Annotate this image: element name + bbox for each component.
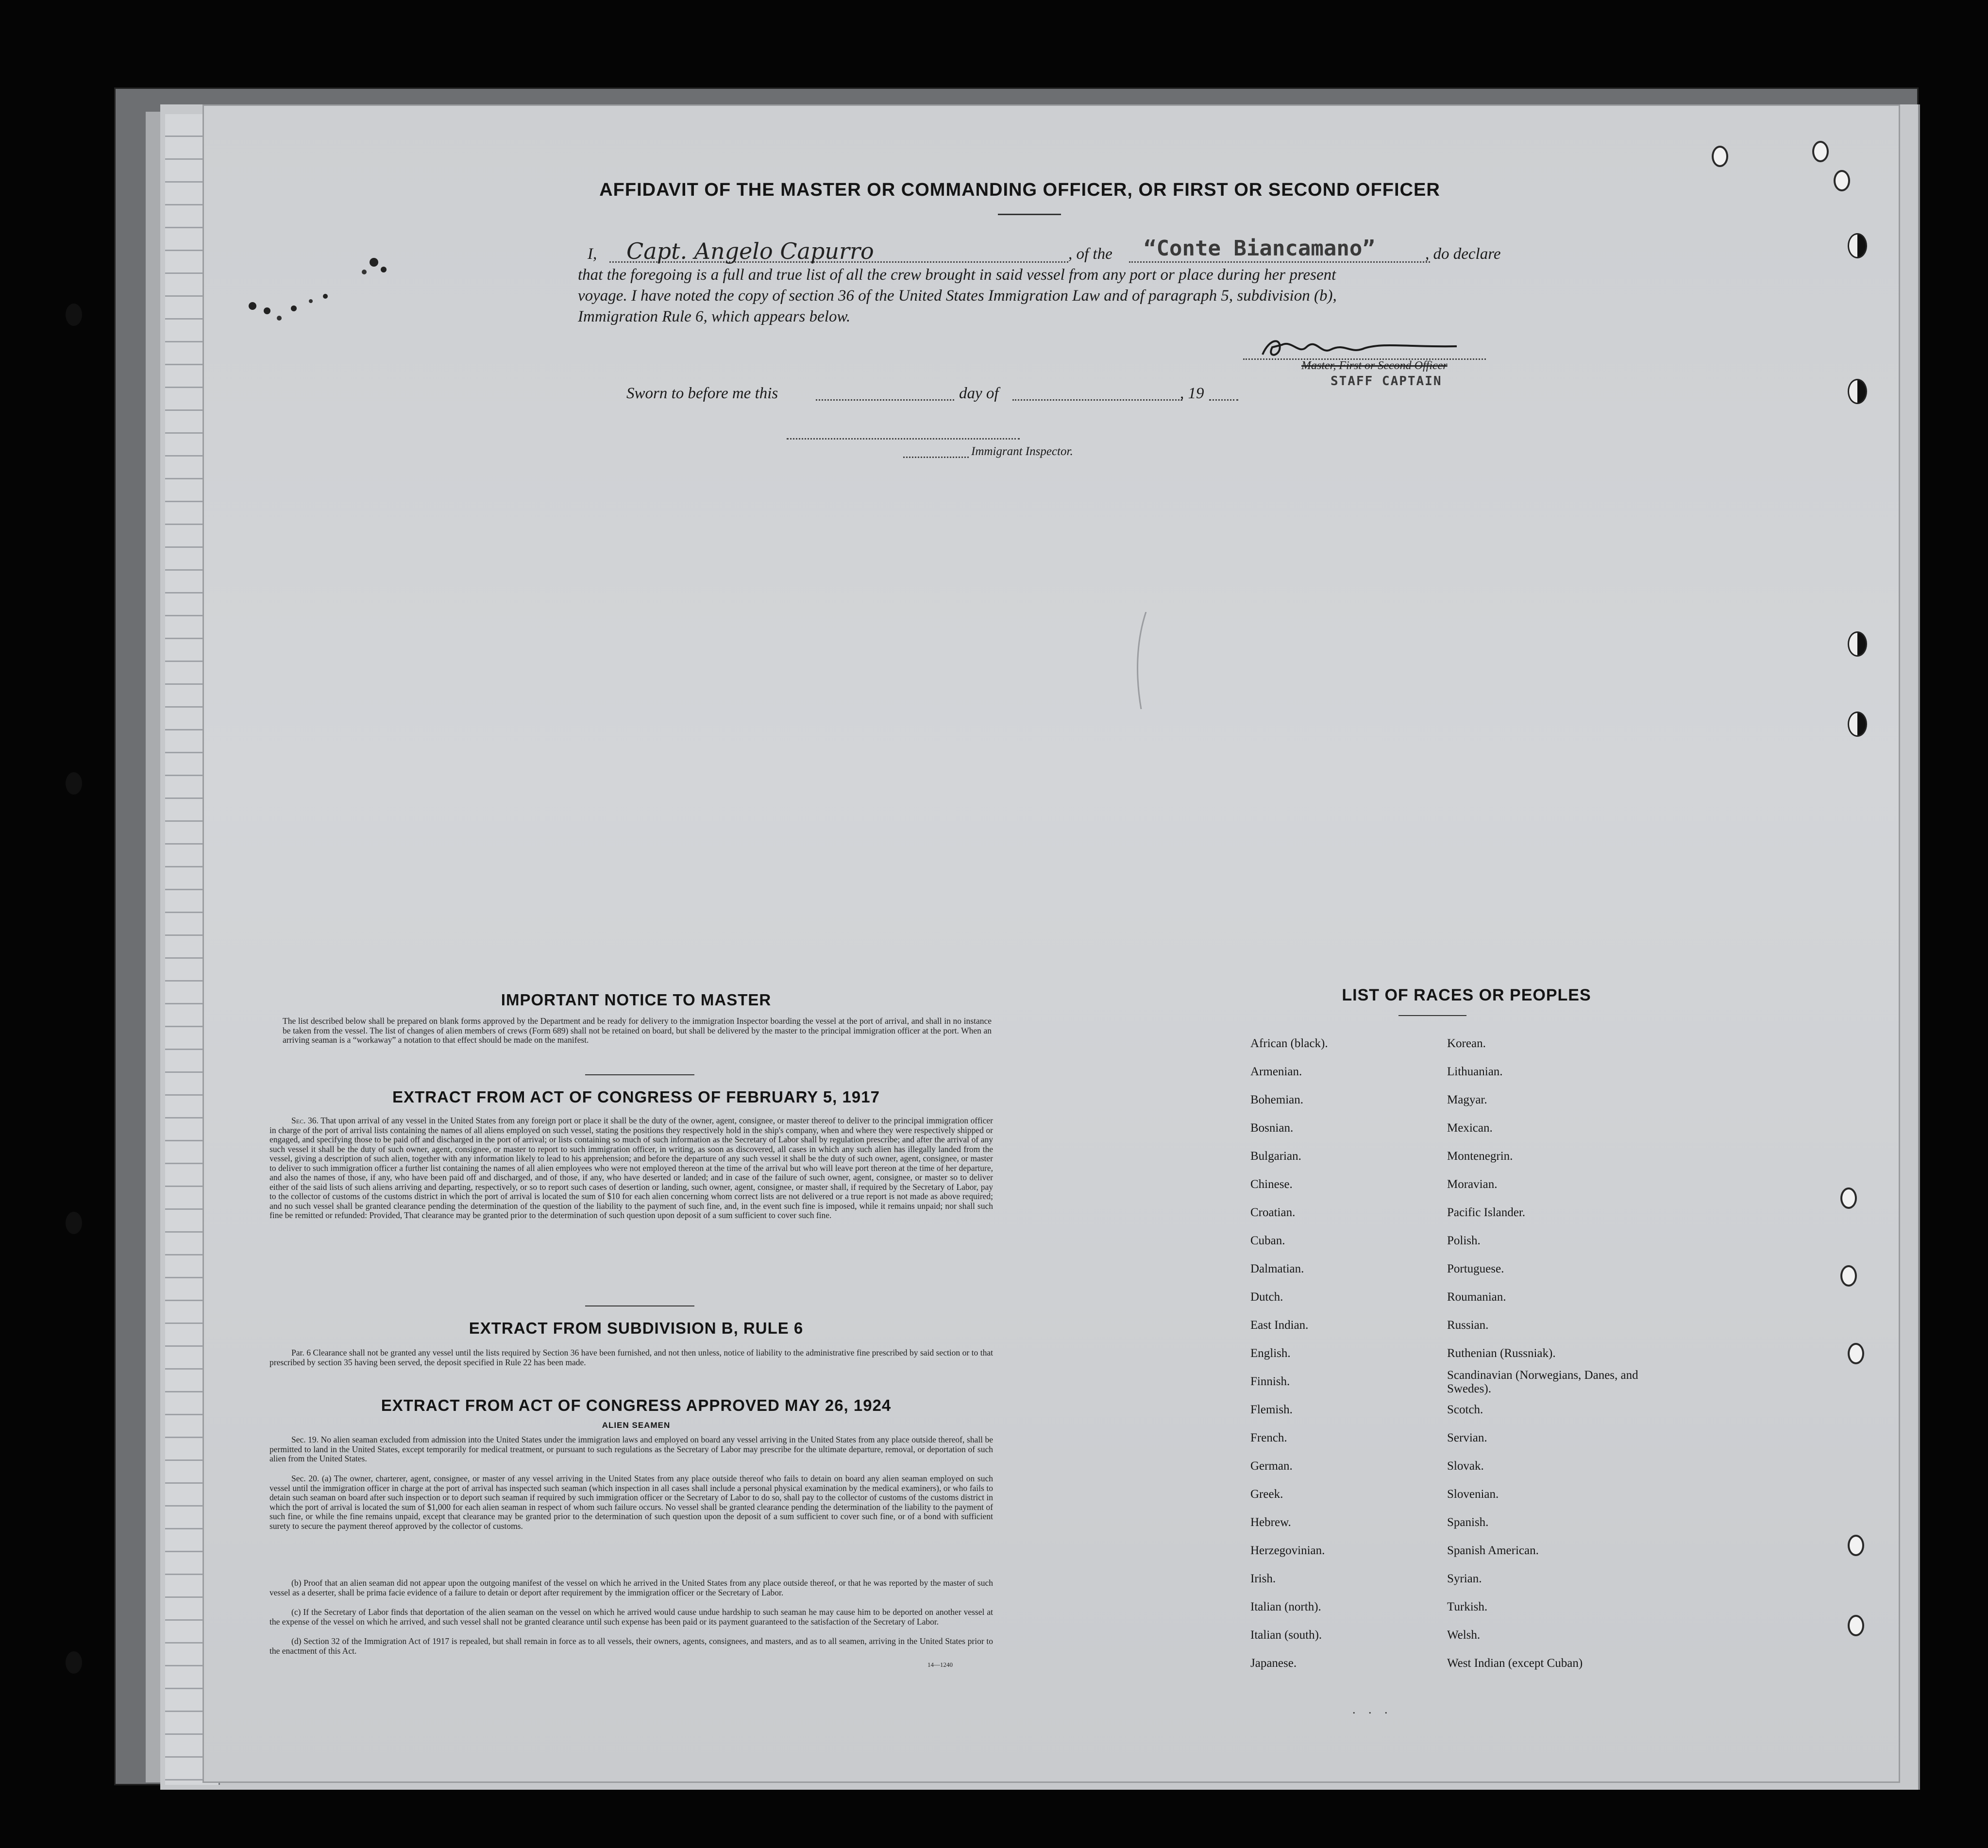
section-36-lead: Sec. 36.: [291, 1116, 319, 1125]
race-item: Greek.: [1250, 1488, 1283, 1501]
binder-hole: [66, 304, 82, 326]
title-rule: [998, 214, 1061, 215]
binder-hole: [66, 772, 82, 795]
extract-1917-body: [270, 1116, 993, 1221]
extract-rule6-body: Par. 6 Clearance shall not be granted any vessel until the lists required by Section 36 have been furnished, and not then unless, notice of liability to the administrative fine prescribed by said section or to that prescribed by section 35 having been served, the deposit specified in Rule 22 has been made.: [270, 1348, 993, 1367]
divider: [585, 1074, 694, 1075]
sec-20b-text: (b) Proof that an alien seaman did not appear upon the outgoing manifest of the vessel on which he arrived in the United States from any place outside thereof, or that he was reported by the master of such vessel as a deserter, shall be prima facie evidence of a failure to detain or deport after requirement by the immigration officer or the Secretary of Labor.: [270, 1578, 993, 1597]
sworn-day-blank: [816, 399, 954, 401]
punch-hole: [1848, 712, 1867, 737]
punch-hole: [1848, 631, 1867, 657]
punch-hole: [1848, 233, 1867, 258]
race-item: Servian.: [1447, 1431, 1487, 1444]
punch-hole: [1848, 379, 1867, 404]
punch-hole: [1712, 146, 1728, 167]
paper-crease: [1131, 612, 1151, 709]
race-item: Irish.: [1250, 1572, 1276, 1585]
race-item: Korean.: [1447, 1037, 1486, 1050]
race-item: Pacific Islander.: [1447, 1206, 1526, 1219]
immigrant-inspector-label: Immigrant Inspector.: [971, 445, 1073, 458]
race-item: Croatian.: [1250, 1206, 1296, 1219]
vessel-blank: [1129, 261, 1430, 263]
race-item: Roumanian.: [1447, 1290, 1506, 1304]
affidavit-line-3: voyage. I have noted the copy of section 36 of the United States Immigration Law and of paragraph 5, subdivision (b),: [578, 287, 1337, 305]
do-declare-text: , do declare: [1425, 245, 1501, 263]
race-item: Syrian.: [1447, 1572, 1482, 1585]
signature-text: Capurro: [1258, 358, 1283, 366]
struck-officer-title: Master, First or Second Officer: [1301, 359, 1448, 372]
vessel-name-stamp: “Conte Biancamano”: [1144, 236, 1375, 261]
notice-title: IMPORTANT NOTICE TO MASTER: [501, 991, 772, 1009]
race-item: Flemish.: [1250, 1403, 1293, 1416]
binder-hole: [66, 1651, 82, 1674]
race-item: Bulgarian.: [1250, 1150, 1301, 1163]
punch-hole: [1840, 1265, 1857, 1287]
race-item: Turkish.: [1447, 1600, 1488, 1613]
race-item: Chinese.: [1250, 1178, 1293, 1191]
master-name-handwriting: Capt. Angelo Capurro: [626, 238, 874, 264]
of-the-text: , of the: [1068, 245, 1112, 263]
race-item: Bohemian.: [1250, 1093, 1304, 1106]
section-36-text: That upon arrival of any vessel in the United States from any foreign port or place it shall be the duty of the owner, agent, consignee, or master thereof to deliver to the principal immigration officer in charge of the port of arrival lists containing the names of all aliens employed on such vessel, stating the positions they respectively hold in the ship's company, when and where they were respectively shipped or engaged, and specifying those to be paid off and discharged in the port of arrival; or lists containing so much of such information as the Secretary of Labor shall by regulation prescribe; and after the arrival of any such vessel it shall be the duty of such owner, agent, consignee, or master to report to such immigration officer, in writing, as soon as discovered, all cases in which any such alien has illegally landed from the vessel, giving a description of such alien, together with any information likely to lead to his apprehension; and before the departure of any such vessel it shall be the duty of such owner, agent, consignee, or master to deliver to such immigration officer a further list containing the names of all alien employees who were not employed thereon at the time of the arrival but who will leave port thereon at the time of her departure, and also the names of those, if any, who have been paid off and discharged, and of those, if any, who have deserted or landed; and in case of the failure of such owner, agent, consignee, or master so to deliver either of the said lists of such aliens arriving and departing, respectively, or so to report such cases of desertion or landing, such owner, agent, consignee, or master shall, if required by the Secretary of Labor, pay to the collector of customs of the customs district in which the port of arrival is located the sum of $10 for each alien concerning whom correct lists are not delivered or a true report is not made as above required; and no such vessel shall be granted clearance pending the determination of the question of the liability to the payment of such fine, and, in the event such fine is imposed, while it remains unpaid; nor shall such fine be remitted or refunded: Provided, That clearance may be granted prior to the determination of such question upon deposit of a sum sufficient to cover such fine.: [270, 1116, 993, 1220]
race-item: Spanish.: [1447, 1516, 1489, 1529]
year-text: , 19: [1180, 385, 1204, 402]
race-item: Armenian.: [1250, 1065, 1302, 1078]
affidavit-line-2: that the foregoing is a full and true list of all the crew brought in said vessel from any port or place during her present: [578, 266, 1336, 284]
race-item: English.: [1250, 1347, 1291, 1360]
sec-19-text: Sec. 19. No alien seaman excluded from admission into the United States under the immigration laws and employed on board any vessel arriving in the United States from any place outside thereof, shall be permitted to land in the United States, except temporarily for medical treatment, or pursuant to such regulations as the Secretary of Labor may prescribe for the ultimate departure, removal, or deportation of such alien from the United States.: [270, 1435, 993, 1463]
race-item: Welsh.: [1447, 1628, 1481, 1642]
alien-seamen-subtitle: ALIEN SEAMEN: [602, 1421, 671, 1430]
divider: [585, 1305, 694, 1306]
punch-hole: [1848, 1343, 1864, 1364]
punch-hole: [1840, 1187, 1857, 1209]
ink-blot-marks: [233, 243, 427, 340]
race-item: Ruthenian (Russniak).: [1447, 1347, 1556, 1360]
inspector-signature-line: [787, 438, 1020, 440]
extract-1917-title: EXTRACT FROM ACT OF CONGRESS OF FEBRUARY 5, 1917: [392, 1088, 880, 1106]
punch-hole: [1848, 1615, 1864, 1636]
sworn-text: Sworn to before me this: [626, 385, 778, 402]
race-item: Hebrew.: [1250, 1516, 1291, 1529]
day-of-text: day of: [959, 385, 999, 402]
race-item: West Indian (except Cuban): [1447, 1657, 1583, 1670]
race-item: Italian (north).: [1250, 1600, 1321, 1613]
race-item: Cuban.: [1250, 1234, 1285, 1247]
sec-20c-text: (c) If the Secretary of Labor finds that deportation of the alien seaman on the vessel on which he arrived would cause undue hardship to such seaman he may cause him to be deported on another vessel at the expense of the vessel on which he arrived, and such vessel shall not be granted clearance until such expense has been paid or its payment guaranteed to the satisfaction of the Secretary of Labor.: [270, 1607, 993, 1627]
inspector-prefix-line: [903, 457, 969, 458]
race-item: Dalmatian.: [1250, 1262, 1304, 1275]
sec-20a-text: Sec. 20. (a) The owner, charterer, agent, consignee, or master of any vessel arriving in the United States from any place outside thereof who fails to detain on board any alien seaman employed on such vessel until the immigration officer in charge at the port of arrival has inspected such seaman (which inspection in all cases shall include a personal physical examination by the medical examiners), or who fails to detain such seaman on board after such inspection or to deport such seaman if required by such immigration officer or the Secretary of Labor to do so, shall pay to the collector of customs of the customs district in which the port of arrival is located the sum of $1,000 for each alien seaman in respect of whom such failure occurs. No vessel shall be granted clearance pending the determination of the liability to the payment of such fine, or while the fine remains unpaid, except that clearance may be granted prior to the determination of such question upon the deposit of a sum sufficient to cover such fine, or of a bond with sufficient surety to secure the payment thereof approved by the collector of customs.: [270, 1474, 993, 1531]
divider: [1398, 1015, 1466, 1016]
notice-body: The list described below shall be prepared on blank forms approved by the Department and be ready for delivery to the immigration Inspector boarding the vessel at the port of arrival, and shall in no instance be taken from the vessel. The list of changes of alien members of crews (Form 689) shall not be retained on board, but shall be delivered by the master to the principal immigration officer at the port. When an arriving seaman is a “workaway” a notation to that effect should be made on the manifest.: [283, 1016, 992, 1045]
affidavit-i: I,: [588, 245, 597, 263]
staff-captain-stamp: STAFF CAPTAIN: [1331, 374, 1442, 389]
year-blank: [1209, 399, 1238, 401]
punch-hole: [1812, 141, 1829, 162]
race-item: Japanese.: [1250, 1657, 1297, 1670]
race-item: Montenegrin.: [1447, 1150, 1513, 1163]
sworn-month-blank: [1012, 399, 1182, 401]
punch-hole: [1848, 1535, 1864, 1556]
sec-20d-text: (d) Section 32 of the Immigration Act of 1917 is repealed, but shall remain in force as to all vessels, their owners, agents, consignees, and masters, and as to all seamen, arriving in the United States prior to the enactment of this Act.: [270, 1636, 993, 1656]
affidavit-line-4: Immigration Rule 6, which appears below.: [578, 308, 851, 325]
punch-hole: [1834, 170, 1850, 191]
ellipsis-marks: . . .: [1352, 1702, 1393, 1716]
race-item: Slovak.: [1447, 1459, 1484, 1473]
race-item: African (black).: [1250, 1037, 1328, 1050]
race-item: Portuguese.: [1447, 1262, 1504, 1275]
race-item: Scotch.: [1447, 1403, 1483, 1416]
race-item: Moravian.: [1447, 1178, 1498, 1191]
race-item: Mexican.: [1447, 1121, 1493, 1135]
race-item: German.: [1250, 1459, 1293, 1473]
race-item: Russian.: [1447, 1319, 1489, 1332]
extract-rule6-title: EXTRACT FROM SUBDIVISION B, RULE 6: [469, 1319, 804, 1337]
binder-hole: [66, 1212, 82, 1234]
race-item: Spanish American.: [1447, 1544, 1539, 1557]
race-item: Scandinavian (Norwegians, Danes, and Swedes).: [1447, 1369, 1638, 1395]
race-item: Magyar.: [1447, 1093, 1487, 1106]
race-item: Finnish.: [1250, 1375, 1290, 1388]
form-number: 14—1240: [927, 1661, 953, 1668]
affidavit-title: AFFIDAVIT OF THE MASTER OR COMMANDING OFFICER, OR FIRST OR SECOND OFFICER: [599, 180, 1440, 200]
extract-1924-title: EXTRACT FROM ACT OF CONGRESS APPROVED MAY 26, 1924: [381, 1396, 892, 1414]
race-item: Lithuanian.: [1447, 1065, 1503, 1078]
race-item: Polish.: [1447, 1234, 1481, 1247]
race-item: Dutch.: [1250, 1290, 1283, 1304]
race-item: Bosnian.: [1250, 1121, 1294, 1135]
race-item: Slovenian.: [1447, 1488, 1499, 1501]
race-item: French.: [1250, 1431, 1287, 1444]
race-item: East Indian.: [1250, 1319, 1309, 1332]
race-item: Italian (south).: [1250, 1628, 1322, 1642]
races-title: LIST OF RACES OR PEOPLES: [1342, 986, 1591, 1004]
race-item: Herzegovinian.: [1250, 1544, 1325, 1557]
